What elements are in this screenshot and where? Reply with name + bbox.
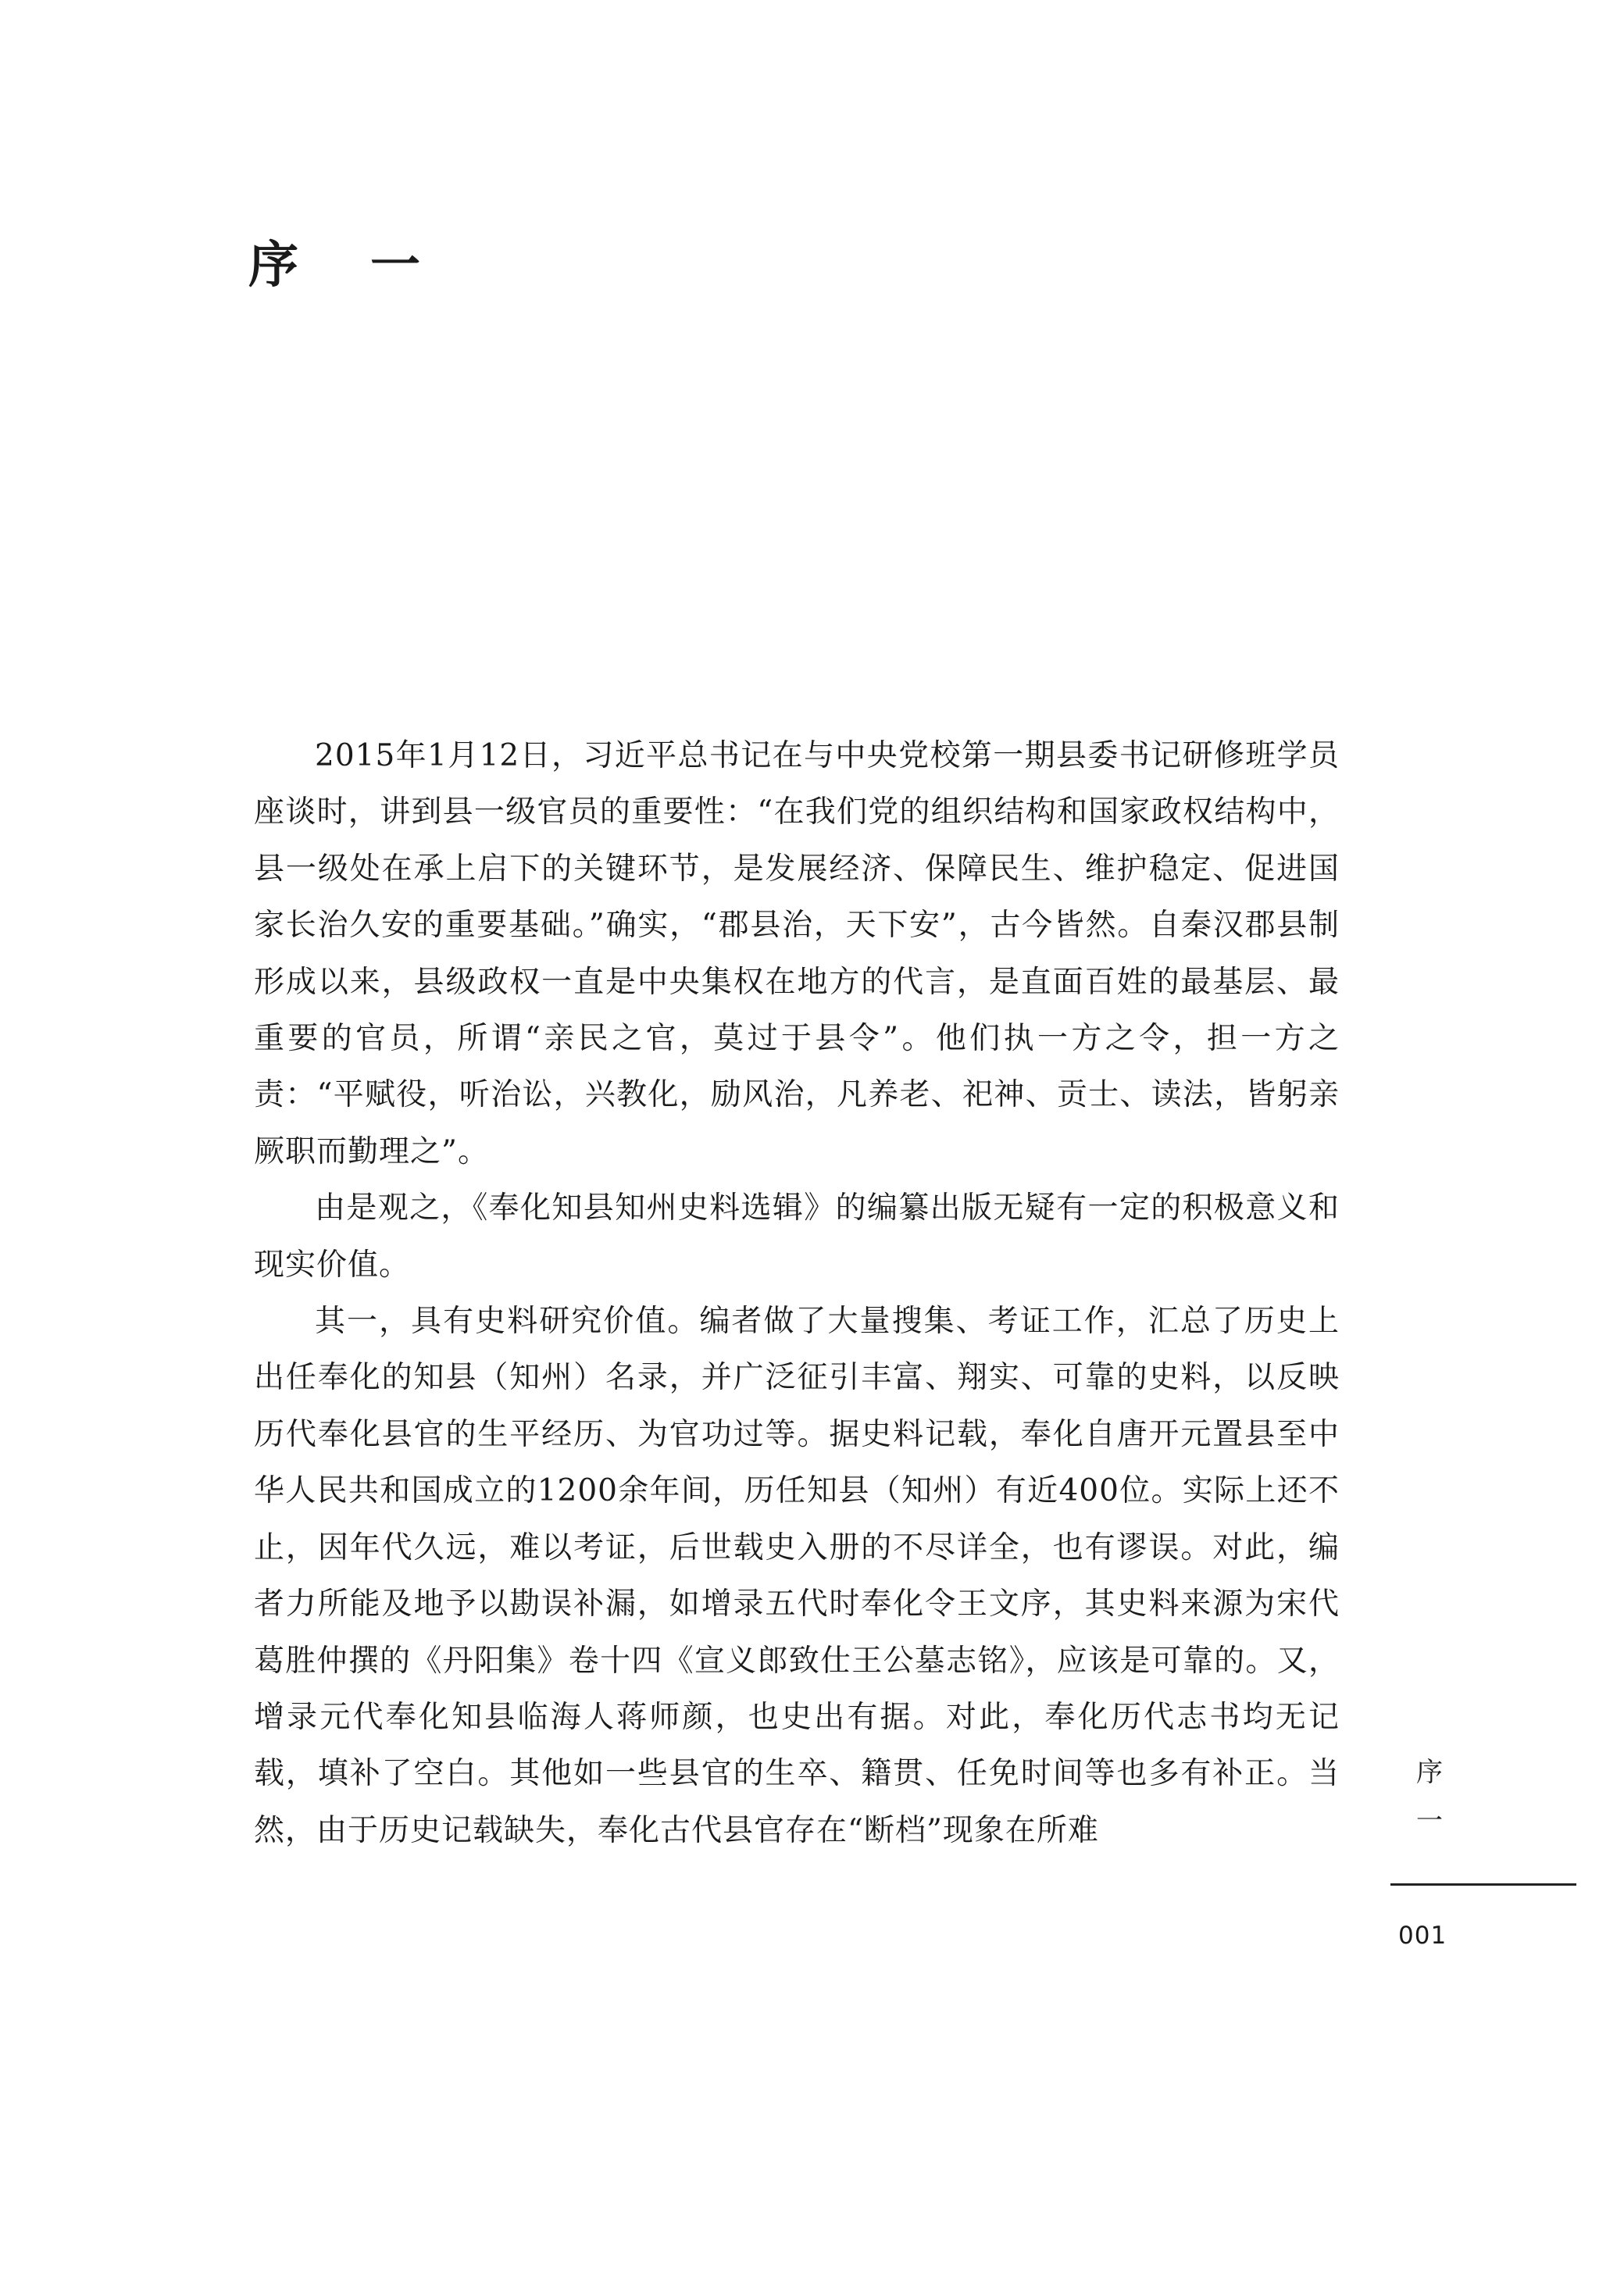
page-number: 001 [1398, 1922, 1447, 1950]
paragraph: 其一，具有史料研究价值。编者做了大量搜集、考证工作，汇总了历史上出任奉化的知县（知州）名录，并广泛征引丰富、翔实、可靠的史料，以反映历代奉化县官的生平经历、为官功过等。据史料记载，奉化自唐开元置县至中华人民共和国成立的1200余年间，历任知县（知州）有近400位。实际上还不止，因年代久远，难以考证，后世载史入册的不尽详全，也有谬误。对此，编者力所能及地予以勘误补漏，如增录五代时奉化令王文序，其史料来源为宋代葛胜仲撰的《丹阳集》卷十四《宣义郎致仕王公墓志铭》，应该是可靠的。又，增录元代奉化知县临海人蒋师颜，也史出有据。对此，奉化历代志书均无记载，填补了空白。其他如一些县官的生卒、籍贯、任免时间等也多有补正。当然，由于历史记载缺失，奉化古代县官存在“断档”现象在所难 [254, 1304, 1340, 1848]
section-title-char: 一 [1416, 1805, 1443, 1836]
footer-rule [1390, 1883, 1576, 1886]
running-section-title [1410, 1748, 1449, 1845]
body-text [254, 728, 1340, 1859]
paragraph: 2015年1月12日，习近平总书记在与中央党校第一期县委书记研修班学员座谈时，讲到县一级官员的重要性：“在我们党的组织结构和国家政权结构中，县一级处在承上启下的关键环节，是发展经济、保障民生、维护稳定、促进国家长治久安的重要基础。”确实，“郡县治，天下安”，古今皆然。自秦汉郡县制形成以来，县级政权一直是中央集权在地方的代言，是直面百姓的最基层、最重要的官员，所谓“亲民之官，莫过于县令”。他们执一方之令，担一方之责：“平赋役，听治讼，兴教化，励风治，凡养老、祀神、贡士、读法，皆躬亲厥职而勤理之”。 [254, 738, 1340, 1169]
section-title-char: 序 [1416, 1757, 1443, 1788]
page-title: 序一 [248, 237, 492, 294]
paragraph: 由是观之，《奉化知县知州史料选辑》的编纂出版无疑有一定的积极意义和现实价值。 [254, 1190, 1340, 1283]
